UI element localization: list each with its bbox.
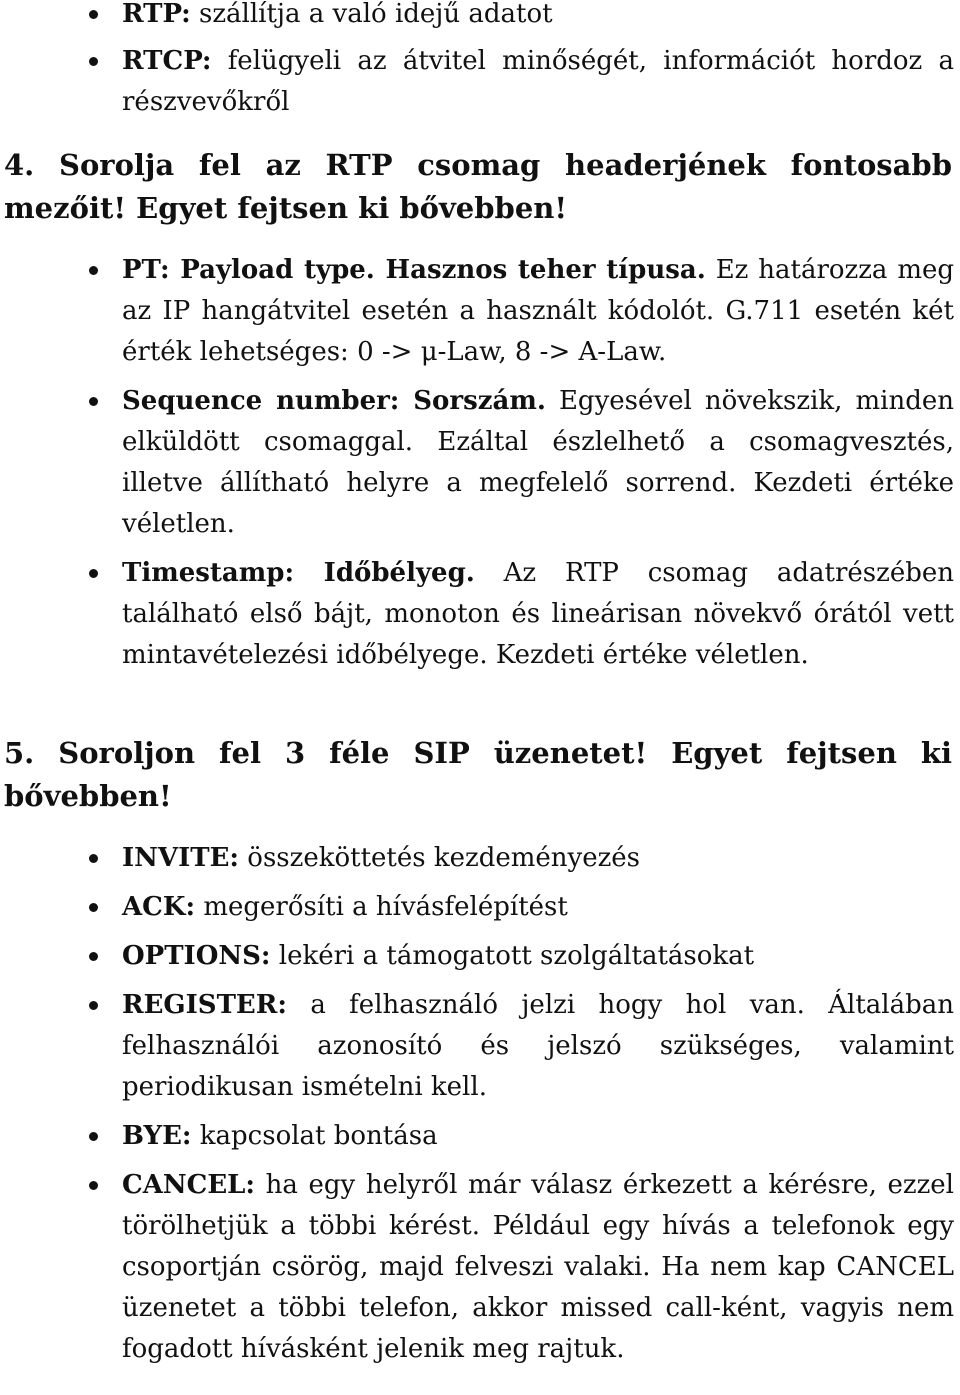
bullet-text: megerősíti a hívásfelépítést bbox=[203, 892, 568, 922]
bullet-term: OPTIONS: bbox=[122, 941, 271, 971]
q4-bullet-list bbox=[0, 250, 960, 676]
bullet-icon bbox=[89, 1001, 98, 1010]
list-item bbox=[0, 838, 960, 879]
bullet-term: REGISTER: bbox=[122, 990, 287, 1020]
q5-bullet-list bbox=[0, 838, 960, 1370]
question-text: Sorolja fel az RTP csomag headerjének fontosabb mezőit! Egyet fejtsen ki bővebben! bbox=[4, 148, 952, 225]
question-5-heading bbox=[4, 732, 952, 818]
bullet-icon bbox=[89, 569, 98, 578]
bullet-text: ha egy helyről már válasz érkezett a kérésre, ezzel törölhetjük a többi kérést. Például egy hívás a telefonok egy csoportján csörög, majd felveszi valaki. Ha nem kap CANCEL üzenetet a többi telefon, akkor missed call-ként, vagyis nem fogadott hívásként jelenik meg rajtuk. bbox=[122, 1170, 954, 1364]
bullet-text: kapcsolat bontása bbox=[199, 1121, 438, 1151]
bullet-text: Egyesével növekszik, minden elküldött csomaggal. Ezáltal észlelhető a csomagvesztés, illetve állítható helyre a megfelelő sorrend. Kezdeti értéke véletlen. bbox=[122, 386, 954, 539]
list-item bbox=[0, 1165, 960, 1370]
bullet-term: Sequence number: Sorszám. bbox=[122, 386, 546, 416]
list-item bbox=[0, 250, 960, 373]
bullet-icon bbox=[89, 952, 98, 961]
bullet-term: PT: Payload type. Hasznos teher típusa. bbox=[122, 255, 706, 285]
bullet-term: ACK: bbox=[122, 892, 196, 922]
list-item bbox=[0, 887, 960, 928]
list-item bbox=[0, 985, 960, 1108]
bullet-text: Ez határozza meg az IP hangátvitel esetén a használt kódolót. G.711 esetén két érték lehetséges: 0 -> μ-Law, 8 -> A-Law. bbox=[122, 255, 954, 367]
bullet-text: lekéri a támogatott szolgáltatásokat bbox=[278, 941, 755, 971]
bullet-text: a felhasználó jelzi hogy hol van. Általában felhasználói azonosító és jelszó szükséges, valamint periodikusan ismételni kell. bbox=[122, 990, 954, 1102]
bullet-text: felügyeli az átvitel minőségét, információt hordoz a részvevőkről bbox=[122, 46, 955, 117]
bullet-icon bbox=[89, 903, 98, 912]
bullet-text: szállítja a való idejű adatot bbox=[199, 0, 553, 29]
bullet-term: BYE: bbox=[122, 1121, 192, 1151]
bullet-icon bbox=[89, 266, 98, 275]
question-number: 5. bbox=[4, 736, 35, 770]
bullet-icon bbox=[89, 1181, 98, 1190]
question-4-heading bbox=[4, 144, 952, 230]
bullet-icon bbox=[89, 10, 98, 19]
question-text: Soroljon fel 3 féle SIP üzenetet! Egyet fejtsen ki bővebben! bbox=[4, 736, 952, 813]
bullet-icon bbox=[89, 854, 98, 863]
bullet-term: CANCEL: bbox=[122, 1170, 256, 1200]
list-item bbox=[0, 41, 960, 123]
bullet-term: INVITE: bbox=[122, 843, 240, 873]
list-item bbox=[0, 1116, 960, 1157]
question-number: 4. bbox=[4, 148, 35, 182]
list-item bbox=[0, 0, 960, 35]
top-bullet-list bbox=[0, 0, 960, 123]
bullet-text: összeköttetés kezdeményezés bbox=[247, 843, 641, 873]
bullet-term: RTCP: bbox=[122, 46, 212, 76]
bullet-icon bbox=[89, 57, 98, 66]
list-item bbox=[0, 936, 960, 977]
bullet-icon bbox=[89, 1132, 98, 1141]
bullet-term: Timestamp: Időbélyeg. bbox=[122, 558, 475, 588]
list-item bbox=[0, 553, 960, 676]
bullet-term: RTP: bbox=[122, 0, 191, 29]
bullet-text: Az RTP csomag adatrészében található első bájt, monoton és lineárisan növekvő órától vett mintavételezési időbélyege. Kezdeti értéke véletlen. bbox=[122, 558, 954, 670]
bullet-icon bbox=[89, 397, 98, 406]
list-item bbox=[0, 381, 960, 545]
